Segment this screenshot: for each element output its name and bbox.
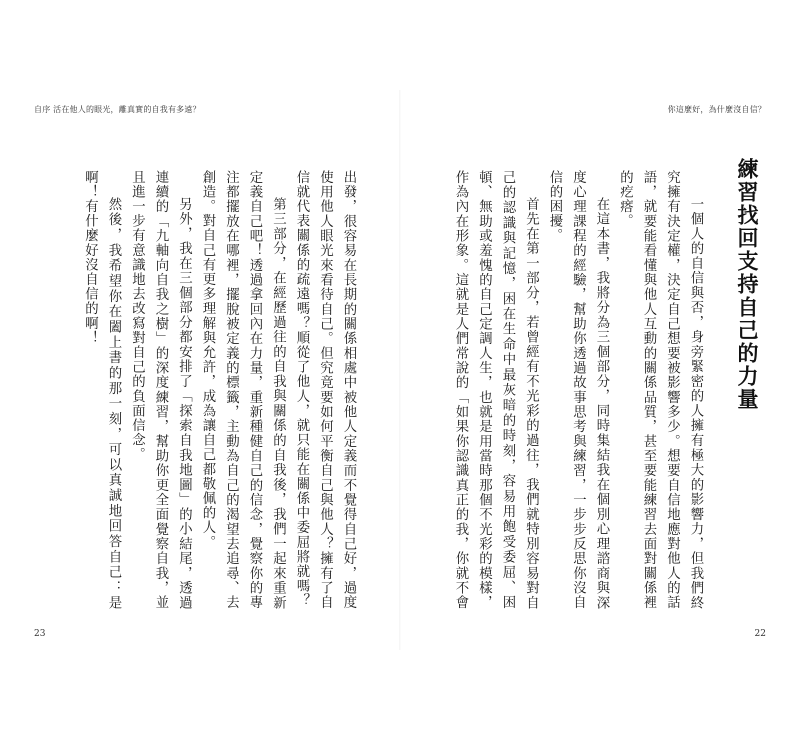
- page-number-left: 23: [34, 629, 46, 639]
- paragraph: 一個人的自信與否，身旁緊密的人擁有極大的影響力，但我們終究擁有決定權，決定自己想要被影響多少。想要自信地應對他人的話語，就要能看懂與他人互動的關係品質，甚至要能練習去面對關係裡的疙瘩。: [617, 170, 703, 610]
- running-head-left: 自序 活在他人的眼光，離真實的自我有多遠？: [34, 105, 201, 114]
- paragraph: 首先在第一部分，若曾經有不光彩的過往，我們就特別容易對自己的認識與記憶，困在生命中最灰暗的時刻，容易用飽受委屈、困頓、無助或羞愧的自己定調人生，也就是用當時那個不光彩的模樣，作為內在形象。這就是人們常說的「如果你認識真正的我，你就不會: [453, 170, 539, 610]
- paragraph: 第三部分，在經歷過往的自我與關係的自我後，我們一起來重新定義自己吧！透過拿回內在力量，重新種健自己的信念，覺察你的專注都擺放在哪裡，擺脫被定義的標籤，主動為自己的渴望去追尋、去創造。對自己有更多理解與允許，成為讓自己都敬佩的人。: [200, 170, 286, 610]
- paragraph: 出發，很容易在長期的關係相處中被他人定義而不覺得自己好，過度使用他人眼光來看待自己。但究竟要如何平衡自己與他人？擁有了自信就代表關係的疏遠嗎？順從了他人，就只能在關係中委屈將就嗎？: [294, 170, 356, 610]
- chapter-title: 練習找回支持自己的力量: [735, 158, 759, 411]
- page-number-right: 22: [754, 629, 766, 639]
- page-gutter: [399, 90, 401, 650]
- right-page-body: [452, 170, 707, 610]
- running-head-right: 你這麼好，為什麼沒自信？: [667, 105, 766, 114]
- paragraph: 然後，我希望你在闔上書的那一刻，可以真誠地回答自己：是啊！有什麼好沒自信的啊！: [82, 170, 121, 610]
- paragraph: 在這本書，我將分為三個部分，同時集結我在個別心理諮商與深度心理課程的經驗，幫助你透過故事思考與練習，一步步反思你沒自信的困擾。: [547, 170, 609, 610]
- left-page-body: [82, 170, 360, 610]
- paragraph: 另外，我在三個部分都安排了「探索自我地圖」的小結尾，透過連續的「九軸向自我之樹」的深度練習，幫助你更全面覺察自我，並且進一步有意識地去改寫對自己的負面信念。: [129, 170, 192, 610]
